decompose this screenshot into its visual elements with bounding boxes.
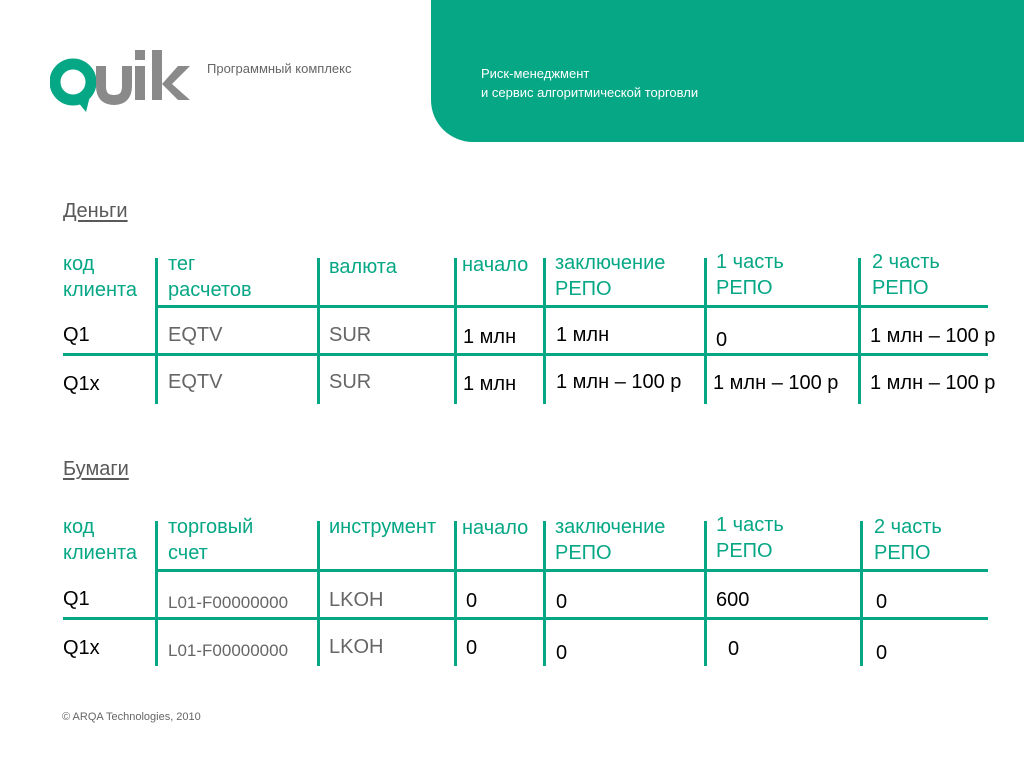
money-row2-tag: EQTV — [168, 371, 223, 393]
money-section-title: Деньги — [63, 200, 128, 222]
table-divider — [704, 521, 707, 666]
table-divider — [454, 258, 457, 404]
money-row1-start: 1 млн — [463, 326, 517, 348]
money-row1-tag: EQTV — [168, 324, 223, 346]
table-divider — [543, 258, 546, 404]
money-row1-client: Q1 — [63, 324, 90, 346]
securities-row2-start: 0 — [466, 637, 478, 659]
securities-row1-repo-part2: 0 — [876, 591, 888, 613]
money-row2-currency: SUR — [329, 371, 372, 393]
table-divider — [858, 258, 861, 404]
banner-line-2: и сервис алгоритмической торговли — [481, 85, 699, 100]
table-divider — [704, 258, 707, 404]
securities-section-title: Бумаги — [63, 458, 129, 480]
securities-header-repo-part1: 1 часть РЕПО — [716, 514, 784, 562]
securities-row1-client: Q1 — [63, 588, 90, 610]
securities-row1-account: L01-F00000000 — [168, 593, 289, 612]
money-row2-repo-part2: 1 млн – 100 р — [870, 372, 996, 394]
securities-row2-instrument: LKOH — [329, 636, 384, 658]
table-divider — [860, 521, 863, 666]
money-row2-repo-part1: 1 млн – 100 р — [713, 372, 839, 394]
money-row2-client: Q1x — [63, 373, 100, 395]
money-row2-start: 1 млн — [463, 373, 517, 395]
table-divider — [454, 521, 457, 666]
table-rule — [155, 305, 988, 308]
securities-header-instrument: инструмент — [329, 516, 437, 538]
banner-text — [481, 64, 698, 102]
quik-logo-icon — [50, 44, 190, 114]
money-row1-repo-part1: 0 — [716, 329, 728, 351]
product-subtitle: Программный комплекс — [207, 61, 352, 76]
securities-row1-repo-conclusion: 0 — [556, 591, 568, 613]
securities-row1-repo-part1: 600 — [716, 589, 750, 611]
money-header-repo-part2: 2 часть РЕПО — [872, 251, 940, 299]
money-header-start: начало — [462, 254, 529, 276]
money-header-currency: валюта — [329, 256, 397, 278]
table-divider — [155, 258, 158, 404]
table-divider — [317, 521, 320, 666]
securities-row2-client: Q1x — [63, 637, 100, 659]
securities-row2-repo-conclusion: 0 — [556, 642, 568, 664]
money-row1-repo-part2: 1 млн – 100 р — [870, 325, 996, 347]
table-rule — [63, 617, 988, 620]
securities-header-trading-account: торговый счет — [168, 516, 254, 564]
money-row1-currency: SUR — [329, 324, 372, 346]
money-row1-repo-conclusion: 1 млн — [556, 324, 610, 346]
securities-row2-repo-part2: 0 — [876, 642, 888, 664]
securities-header-start: начало — [462, 517, 529, 539]
table-divider — [317, 258, 320, 404]
securities-row2-repo-part1: 0 — [728, 638, 740, 660]
copyright-footer: © ARQA Technologies, 2010 — [62, 711, 201, 723]
table-rule — [63, 353, 988, 356]
money-header-client-code: код клиента — [63, 253, 138, 301]
table-divider — [543, 521, 546, 666]
securities-header-client-code: код клиента — [63, 516, 138, 564]
securities-header-repo-part2: 2 часть РЕПО — [874, 516, 942, 564]
securities-row2-account: L01-F00000000 — [168, 641, 289, 660]
securities-header-repo-conclusion: заключение РЕПО — [555, 516, 666, 564]
table-divider — [155, 521, 158, 666]
money-header-repo-part1: 1 часть РЕПО — [716, 251, 784, 299]
table-rule — [155, 569, 988, 572]
money-header-repo-conclusion: заключение РЕПО — [555, 252, 666, 300]
banner-line-1: Риск-менеджмент — [481, 66, 590, 81]
securities-row1-start: 0 — [466, 590, 478, 612]
money-row2-repo-conclusion: 1 млн – 100 р — [556, 371, 682, 393]
securities-row1-instrument: LKOH — [329, 589, 384, 611]
money-header-settlement-tag: тег расчетов — [168, 253, 252, 301]
